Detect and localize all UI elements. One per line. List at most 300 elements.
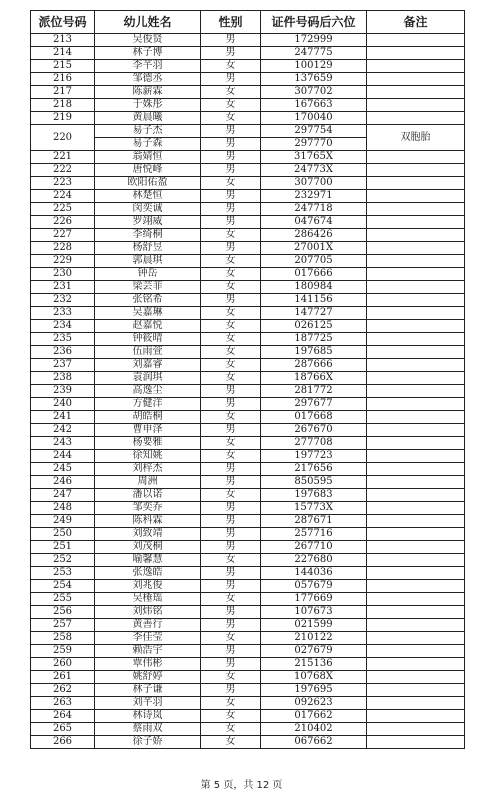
cell-gender: 女 — [201, 710, 261, 723]
cell-remark — [367, 723, 465, 736]
cell-number: 257 — [31, 619, 95, 632]
cell-gender: 女 — [201, 281, 261, 294]
cell-number: 259 — [31, 645, 95, 658]
cell-id-last-six: 144036 — [261, 567, 367, 580]
cell-remark — [367, 645, 465, 658]
cell-gender: 男 — [201, 73, 261, 86]
cell-id-last-six: 137659 — [261, 73, 367, 86]
cell-id-last-six: 297677 — [261, 398, 367, 411]
table-row — [31, 437, 465, 450]
cell-remark — [367, 476, 465, 489]
cell-name: 赵嘉悦 — [95, 320, 201, 333]
cell-gender: 男 — [201, 216, 261, 229]
cell-number: 216 — [31, 73, 95, 86]
table-row — [31, 99, 465, 112]
cell-remark — [367, 528, 465, 541]
cell-gender: 男 — [201, 125, 261, 138]
cell-remark — [367, 437, 465, 450]
cell-remark — [367, 541, 465, 554]
cell-id-last-six: 177669 — [261, 593, 367, 606]
table-row — [31, 632, 465, 645]
cell-number: 256 — [31, 606, 95, 619]
cell-name: 吴俊贤 — [95, 34, 201, 47]
cell-id-last-six: 197695 — [261, 684, 367, 697]
header-remark: 备注 — [367, 11, 465, 34]
cell-number: 249 — [31, 515, 95, 528]
cell-name: 袁润琪 — [95, 372, 201, 385]
cell-remark — [367, 489, 465, 502]
cell-gender: 男 — [201, 34, 261, 47]
cell-gender: 男 — [201, 47, 261, 60]
cell-remark — [367, 450, 465, 463]
table-row — [31, 736, 465, 749]
cell-remark — [367, 203, 465, 216]
cell-name: 陈科霖 — [95, 515, 201, 528]
cell-name: 于姝彤 — [95, 99, 201, 112]
cell-name: 郭晨琪 — [95, 255, 201, 268]
cell-number: 244 — [31, 450, 95, 463]
cell-number: 240 — [31, 398, 95, 411]
table-row — [31, 450, 465, 463]
cell-remark — [367, 515, 465, 528]
cell-name: 林诗岚 — [95, 710, 201, 723]
cell-remark — [367, 671, 465, 684]
cell-gender: 女 — [201, 86, 261, 99]
cell-name: 李佳莹 — [95, 632, 201, 645]
cell-id-last-six: 147727 — [261, 307, 367, 320]
cell-gender: 男 — [201, 424, 261, 437]
cell-gender: 男 — [201, 164, 261, 177]
cell-name: 覃伟彬 — [95, 658, 201, 671]
table-header — [31, 11, 465, 34]
table-row — [31, 645, 465, 658]
cell-gender: 女 — [201, 255, 261, 268]
cell-name: 林楚恒 — [95, 190, 201, 203]
cell-id-last-six: 017662 — [261, 710, 367, 723]
cell-remark — [367, 307, 465, 320]
cell-remark — [367, 112, 465, 125]
cell-number: 238 — [31, 372, 95, 385]
cell-id-last-six: 027679 — [261, 645, 367, 658]
cell-remark — [367, 164, 465, 177]
cell-name: 杨舒昱 — [95, 242, 201, 255]
cell-id-last-six: 247775 — [261, 47, 367, 60]
cell-name: 闵奕诚 — [95, 203, 201, 216]
cell-gender: 男 — [201, 385, 261, 398]
cell-remark — [367, 281, 465, 294]
cell-gender: 男 — [201, 463, 261, 476]
cell-name: 梁芸菲 — [95, 281, 201, 294]
cell-number: 214 — [31, 47, 95, 60]
cell-gender: 男 — [201, 203, 261, 216]
cell-name: 黄晨曦 — [95, 112, 201, 125]
cell-number: 263 — [31, 697, 95, 710]
cell-gender: 男 — [201, 541, 261, 554]
cell-id-last-six: 286426 — [261, 229, 367, 242]
cell-name: 林子博 — [95, 47, 201, 60]
cell-name: 方健洋 — [95, 398, 201, 411]
cell-gender: 女 — [201, 736, 261, 749]
table-row — [31, 34, 465, 47]
cell-id-last-six: 197683 — [261, 489, 367, 502]
cell-number: 258 — [31, 632, 95, 645]
cell-number: 264 — [31, 710, 95, 723]
table-row — [31, 86, 465, 99]
cell-number: 222 — [31, 164, 95, 177]
table-row — [31, 112, 465, 125]
cell-name: 林子谦 — [95, 684, 201, 697]
cell-id-last-six: 257716 — [261, 528, 367, 541]
cell-remark — [367, 60, 465, 73]
cell-remark — [367, 34, 465, 47]
cell-remark — [367, 580, 465, 593]
table-row — [31, 268, 465, 281]
cell-gender: 男 — [201, 151, 261, 164]
cell-name: 徐知姚 — [95, 450, 201, 463]
cell-remark — [367, 632, 465, 645]
cell-gender: 男 — [201, 138, 261, 151]
cell-id-last-six: 232971 — [261, 190, 367, 203]
cell-name: 易子森 — [95, 138, 201, 151]
cell-name: 刘致靖 — [95, 528, 201, 541]
cell-gender: 男 — [201, 645, 261, 658]
cell-name: 刘茂桐 — [95, 541, 201, 554]
cell-name: 罗翊威 — [95, 216, 201, 229]
table-row — [31, 606, 465, 619]
table-row — [31, 593, 465, 606]
table-row — [31, 554, 465, 567]
table-row — [31, 255, 465, 268]
cell-remark — [367, 567, 465, 580]
cell-name: 喻馨慧 — [95, 554, 201, 567]
cell-number: 229 — [31, 255, 95, 268]
cell-id-last-six: 277708 — [261, 437, 367, 450]
table-row — [31, 489, 465, 502]
cell-id-last-six: 297770 — [261, 138, 367, 151]
cell-id-last-six: 187725 — [261, 333, 367, 346]
cell-number: 239 — [31, 385, 95, 398]
cell-id-last-six: 207705 — [261, 255, 367, 268]
cell-remark — [367, 502, 465, 515]
cell-name: 杨要雅 — [95, 437, 201, 450]
cell-name: 赖浩宇 — [95, 645, 201, 658]
cell-number: 247 — [31, 489, 95, 502]
table-row — [31, 333, 465, 346]
cell-id-last-six: 297754 — [261, 125, 367, 138]
table-row — [31, 671, 465, 684]
cell-id-last-six: 247718 — [261, 203, 367, 216]
table-row — [31, 307, 465, 320]
cell-gender: 女 — [201, 697, 261, 710]
cell-gender: 男 — [201, 502, 261, 515]
table-row — [31, 463, 465, 476]
header-name: 幼儿姓名 — [95, 11, 201, 34]
cell-name: 邹奕乔 — [95, 502, 201, 515]
cell-name: 钟岳 — [95, 268, 201, 281]
table-row — [31, 528, 465, 541]
table-row — [31, 723, 465, 736]
table-row — [31, 658, 465, 671]
cell-remark — [367, 216, 465, 229]
cell-id-last-six: 267670 — [261, 424, 367, 437]
cell-name: 刘嘉睿 — [95, 359, 201, 372]
cell-gender: 女 — [201, 372, 261, 385]
cell-number: 228 — [31, 242, 95, 255]
cell-remark — [367, 268, 465, 281]
cell-remark — [367, 346, 465, 359]
cell-number: 230 — [31, 268, 95, 281]
table-row — [31, 697, 465, 710]
cell-name: 刘梓杰 — [95, 463, 201, 476]
cell-id-last-six: 15773X — [261, 502, 367, 515]
cell-number: 236 — [31, 346, 95, 359]
cell-id-last-six: 180984 — [261, 281, 367, 294]
cell-id-last-six: 172999 — [261, 34, 367, 47]
cell-number: 253 — [31, 567, 95, 580]
cell-name: 蔡雨双 — [95, 723, 201, 736]
table-row — [31, 177, 465, 190]
cell-gender: 男 — [201, 567, 261, 580]
header-row — [31, 11, 465, 34]
cell-number: 255 — [31, 593, 95, 606]
allocation-table — [30, 10, 465, 749]
cell-remark — [367, 294, 465, 307]
table-row — [31, 684, 465, 697]
cell-gender: 女 — [201, 229, 261, 242]
cell-gender: 女 — [201, 723, 261, 736]
table-row — [31, 515, 465, 528]
table-row — [31, 125, 465, 138]
cell-gender: 女 — [201, 489, 261, 502]
cell-number: 248 — [31, 502, 95, 515]
cell-gender: 男 — [201, 190, 261, 203]
cell-gender: 女 — [201, 320, 261, 333]
cell-name: 高逸尘 — [95, 385, 201, 398]
cell-id-last-six: 227680 — [261, 554, 367, 567]
cell-gender: 女 — [201, 632, 261, 645]
cell-number: 224 — [31, 190, 95, 203]
cell-remark — [367, 736, 465, 749]
cell-id-last-six: 10768X — [261, 671, 367, 684]
cell-gender: 女 — [201, 268, 261, 281]
cell-remark — [367, 684, 465, 697]
cell-name: 张铭希 — [95, 294, 201, 307]
cell-id-last-six: 24773X — [261, 164, 367, 177]
cell-name: 翁婧恒 — [95, 151, 201, 164]
cell-remark — [367, 697, 465, 710]
cell-number: 246 — [31, 476, 95, 489]
table-row — [31, 294, 465, 307]
cell-id-last-six: 215136 — [261, 658, 367, 671]
cell-number: 243 — [31, 437, 95, 450]
cell-remark — [367, 463, 465, 476]
cell-name: 唐悦峰 — [95, 164, 201, 177]
cell-name: 刘炜铭 — [95, 606, 201, 619]
cell-number: 221 — [31, 151, 95, 164]
cell-name: 李绮桐 — [95, 229, 201, 242]
cell-id-last-six: 021599 — [261, 619, 367, 632]
table-body — [31, 34, 465, 749]
cell-gender: 女 — [201, 346, 261, 359]
cell-id-last-six: 017666 — [261, 268, 367, 281]
cell-number: 225 — [31, 203, 95, 216]
cell-id-last-six: 017668 — [261, 411, 367, 424]
cell-remark — [367, 151, 465, 164]
table-row — [31, 320, 465, 333]
cell-number: 262 — [31, 684, 95, 697]
table-row — [31, 281, 465, 294]
cell-name: 周洲 — [95, 476, 201, 489]
cell-gender: 男 — [201, 684, 261, 697]
cell-number: 254 — [31, 580, 95, 593]
table-row — [31, 411, 465, 424]
cell-gender: 女 — [201, 593, 261, 606]
cell-name: 易子杰 — [95, 125, 201, 138]
cell-gender: 女 — [201, 671, 261, 684]
cell-name: 吴嘉琳 — [95, 307, 201, 320]
table-row — [31, 190, 465, 203]
cell-number: 242 — [31, 424, 95, 437]
cell-number: 217 — [31, 86, 95, 99]
cell-remark — [367, 255, 465, 268]
cell-number: 220 — [31, 125, 95, 151]
cell-gender: 男 — [201, 580, 261, 593]
table-row — [31, 502, 465, 515]
cell-gender: 男 — [201, 242, 261, 255]
cell-remark — [367, 710, 465, 723]
table-row — [31, 164, 465, 177]
cell-remark — [367, 99, 465, 112]
cell-remark — [367, 619, 465, 632]
table-row — [31, 567, 465, 580]
cell-gender: 女 — [201, 554, 261, 567]
cell-remark — [367, 658, 465, 671]
cell-number: 261 — [31, 671, 95, 684]
cell-gender: 女 — [201, 437, 261, 450]
cell-id-last-six: 047674 — [261, 216, 367, 229]
table-row — [31, 47, 465, 60]
cell-remark — [367, 47, 465, 60]
cell-id-last-six: 287666 — [261, 359, 367, 372]
cell-remark — [367, 242, 465, 255]
cell-name: 李芊羽 — [95, 60, 201, 73]
table-row — [31, 216, 465, 229]
table-row — [31, 541, 465, 554]
table-row — [31, 60, 465, 73]
cell-number: 226 — [31, 216, 95, 229]
cell-number: 234 — [31, 320, 95, 333]
cell-remark — [367, 359, 465, 372]
table-row — [31, 398, 465, 411]
cell-remark — [367, 229, 465, 242]
page-footer: 第 5 页，共 12 页 — [200, 780, 283, 791]
cell-number: 251 — [31, 541, 95, 554]
cell-id-last-six: 267710 — [261, 541, 367, 554]
table-row — [31, 73, 465, 86]
cell-remark — [367, 190, 465, 203]
cell-id-last-six: 170040 — [261, 112, 367, 125]
cell-gender: 男 — [201, 515, 261, 528]
cell-id-last-six: 026125 — [261, 320, 367, 333]
table-row — [31, 619, 465, 632]
cell-remark — [367, 333, 465, 346]
cell-remark — [367, 385, 465, 398]
cell-gender: 女 — [201, 112, 261, 125]
cell-id-last-six: 307702 — [261, 86, 367, 99]
cell-number: 219 — [31, 112, 95, 125]
cell-name: 曹申泽 — [95, 424, 201, 437]
cell-gender: 男 — [201, 398, 261, 411]
table-row — [31, 359, 465, 372]
cell-name: 胡皓桐 — [95, 411, 201, 424]
cell-remark — [367, 86, 465, 99]
cell-id-last-six: 057679 — [261, 580, 367, 593]
cell-id-last-six: 307700 — [261, 177, 367, 190]
cell-name: 吴棰瑶 — [95, 593, 201, 606]
cell-id-last-six: 100129 — [261, 60, 367, 73]
cell-name: 黄善行 — [95, 619, 201, 632]
table-row — [31, 229, 465, 242]
cell-gender: 男 — [201, 619, 261, 632]
cell-number: 250 — [31, 528, 95, 541]
cell-name: 潘以诺 — [95, 489, 201, 502]
header-gender: 性别 — [201, 11, 261, 34]
cell-number: 266 — [31, 736, 95, 749]
cell-remark — [367, 73, 465, 86]
cell-number: 223 — [31, 177, 95, 190]
cell-id-last-six: 210402 — [261, 723, 367, 736]
cell-name: 伍雨萱 — [95, 346, 201, 359]
cell-id-last-six: 210122 — [261, 632, 367, 645]
cell-number: 241 — [31, 411, 95, 424]
cell-number: 260 — [31, 658, 95, 671]
cell-id-last-six: 281772 — [261, 385, 367, 398]
cell-remark — [367, 606, 465, 619]
cell-remark — [367, 411, 465, 424]
cell-number: 232 — [31, 294, 95, 307]
cell-remark — [367, 593, 465, 606]
cell-gender: 女 — [201, 177, 261, 190]
cell-id-last-six: 287671 — [261, 515, 367, 528]
cell-number: 245 — [31, 463, 95, 476]
cell-gender: 女 — [201, 60, 261, 73]
cell-gender: 男 — [201, 606, 261, 619]
cell-name: 刘芊羽 — [95, 697, 201, 710]
cell-name: 姚舒婷 — [95, 671, 201, 684]
cell-id-last-six: 141156 — [261, 294, 367, 307]
cell-name: 张逸皓 — [95, 567, 201, 580]
table-row — [31, 242, 465, 255]
table-row — [31, 372, 465, 385]
cell-name: 刘兆俊 — [95, 580, 201, 593]
cell-remark — [367, 372, 465, 385]
cell-id-last-six: 217656 — [261, 463, 367, 476]
cell-id-last-six: 18766X — [261, 372, 367, 385]
cell-id-last-six: 197685 — [261, 346, 367, 359]
cell-remark — [367, 424, 465, 437]
table-row — [31, 424, 465, 437]
cell-gender: 女 — [201, 99, 261, 112]
header-id: 证件号码后六位 — [261, 11, 367, 34]
cell-gender: 男 — [201, 476, 261, 489]
table-row — [31, 710, 465, 723]
cell-gender: 男 — [201, 658, 261, 671]
cell-remark — [367, 320, 465, 333]
cell-number: 231 — [31, 281, 95, 294]
cell-number: 237 — [31, 359, 95, 372]
cell-remark — [367, 554, 465, 567]
cell-gender: 女 — [201, 307, 261, 320]
